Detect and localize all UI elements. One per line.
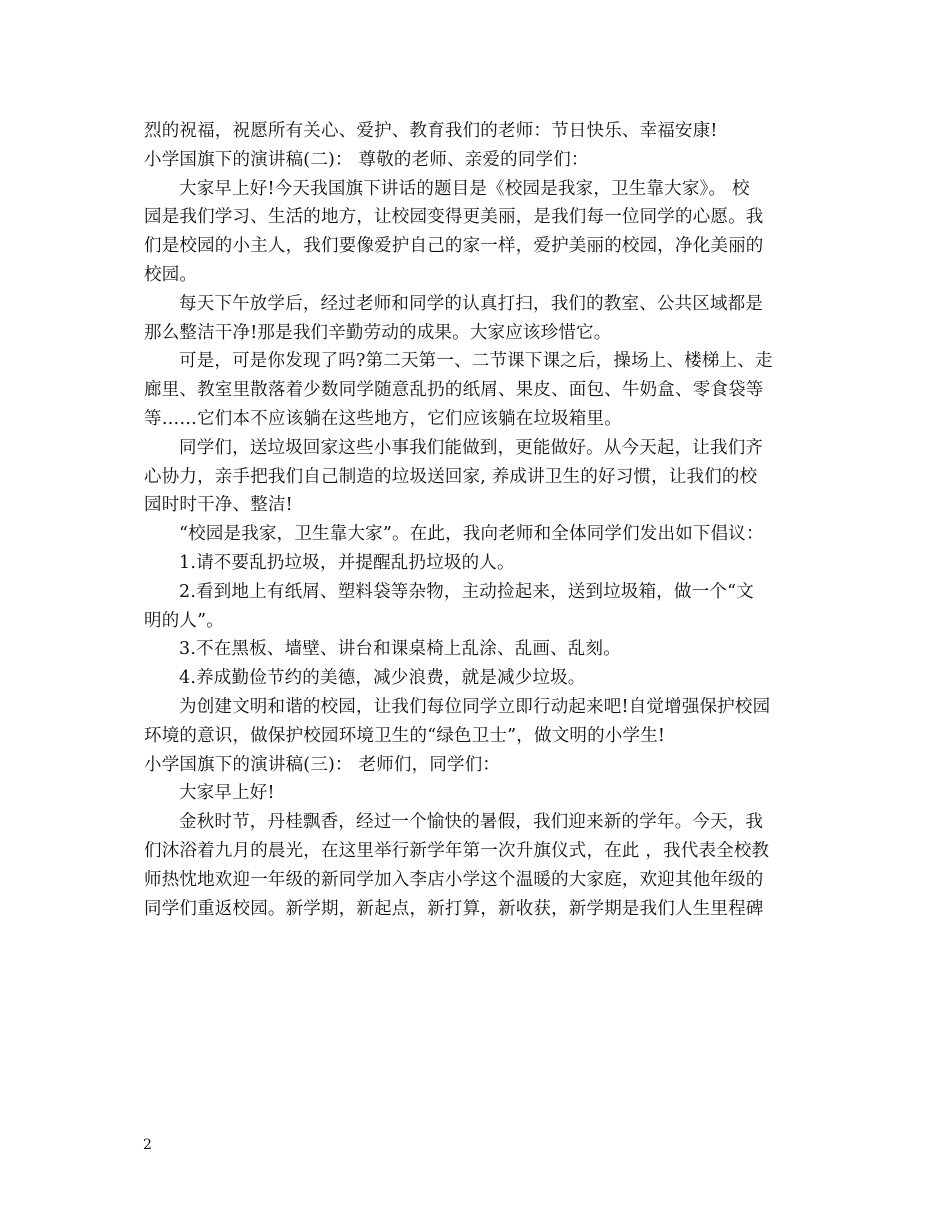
text-line: 等……它们本不应该躺在这些地方，它们应该躺在垃圾箱里。 — [144, 408, 622, 429]
text-line: 1.请不要乱扔垃圾，并提醒乱扔垃圾的人。 — [179, 552, 515, 573]
text-line: 可是，可是你发现了吗?第二天第一、二节课下课之后，操场上、楼梯上、走 — [179, 351, 773, 372]
text-line: 们沐浴着九月的晨光，在这里举行新学年第一次升旗仪式，在此 ，我代表全校教 — [144, 840, 770, 861]
text-line: 4.养成勤俭节约的美德，减少浪费，就是减少垃圾。 — [179, 668, 586, 689]
text-line: 同学们重返校园。新学期，新起点，新打算，新收获，新学期是我们人生里程碑 — [144, 898, 764, 919]
text-line: 校园。 — [144, 264, 198, 285]
text-line: 烈的祝福，祝愿所有关心、爱护、教育我们的老师：节日快乐、幸福安康! — [144, 121, 718, 141]
text-line: 每天下午放学后，经过老师和同学的认真打扫，我们的教室、公共区域都是 — [179, 293, 764, 314]
text-line: 金秋时节，丹桂飘香，经过一个愉快的暑假，我们迎来新的学年。今天，我 — [179, 812, 764, 833]
text-line: 师热忱地欢迎一年级的新同学加入李店小学这个温暖的大家庭，欢迎其他年级的 — [144, 869, 764, 890]
text-line: 为创建文明和谐的校园，让我们每位同学立即行动起来吧!自觉增强保护校园 — [179, 696, 771, 717]
text-line: 同学们，送垃圾回家这些小事我们能做到，更能做好。从今天起，让我们齐 — [179, 437, 764, 458]
text-line: 3.不在黑板、墙壁、讲台和课桌椅上乱涂、乱画、乱刻。 — [179, 639, 621, 660]
text-line: 们是校园的小主人，我们要像爱护自己的家一样，爱护美丽的校园，净化美丽的 — [144, 236, 764, 257]
text-line: 园时时干净、整洁! — [144, 495, 293, 516]
text-line: “校园是我家，卫生靠大家”。在此，我向老师和全体同学们发出如下倡议： — [179, 524, 764, 545]
text-line: 大家早上好! — [179, 783, 275, 804]
text-line: 2.看到地上有纸屑、塑料袋等杂物，主动捡起来，送到垃圾箱，做一个“文 — [179, 581, 754, 602]
text-line: 廊里、教室里散落着少数同学随意乱扔的纸屑、果皮、面包、牛奶盒、零食袋等 — [144, 380, 764, 401]
text-line: 那么整洁干净!那是我们辛勤劳动的成果。大家应该珍惜它。 — [144, 322, 612, 343]
text-line: 心协力，亲手把我们自己制造的垃圾送回家, 养成讲卫生的好习惯，让我们的校 — [144, 466, 758, 487]
text-line: 环境的意识，做保护校园环境卫生的“绿色卫士”，做文明的小学生! — [144, 725, 666, 746]
text-line: 大家早上好!今天我国旗下讲话的题目是《校园是我家，卫生靠大家》。 校 — [179, 178, 750, 199]
text-line: 小学国旗下的演讲稿(二)： 尊敬的老师、亲爱的同学们： — [144, 149, 589, 170]
text-line: 小学国旗下的演讲稿(三)： 老师们，同学们： — [144, 754, 501, 775]
text-line: 园是我们学习、生活的地方，让校园变得更美丽，是我们每一位同学的心愿。我 — [144, 207, 764, 228]
document-body — [144, 117, 810, 923]
page-number: 2 — [143, 1137, 152, 1153]
text-line: 明的人”。 — [144, 610, 224, 631]
